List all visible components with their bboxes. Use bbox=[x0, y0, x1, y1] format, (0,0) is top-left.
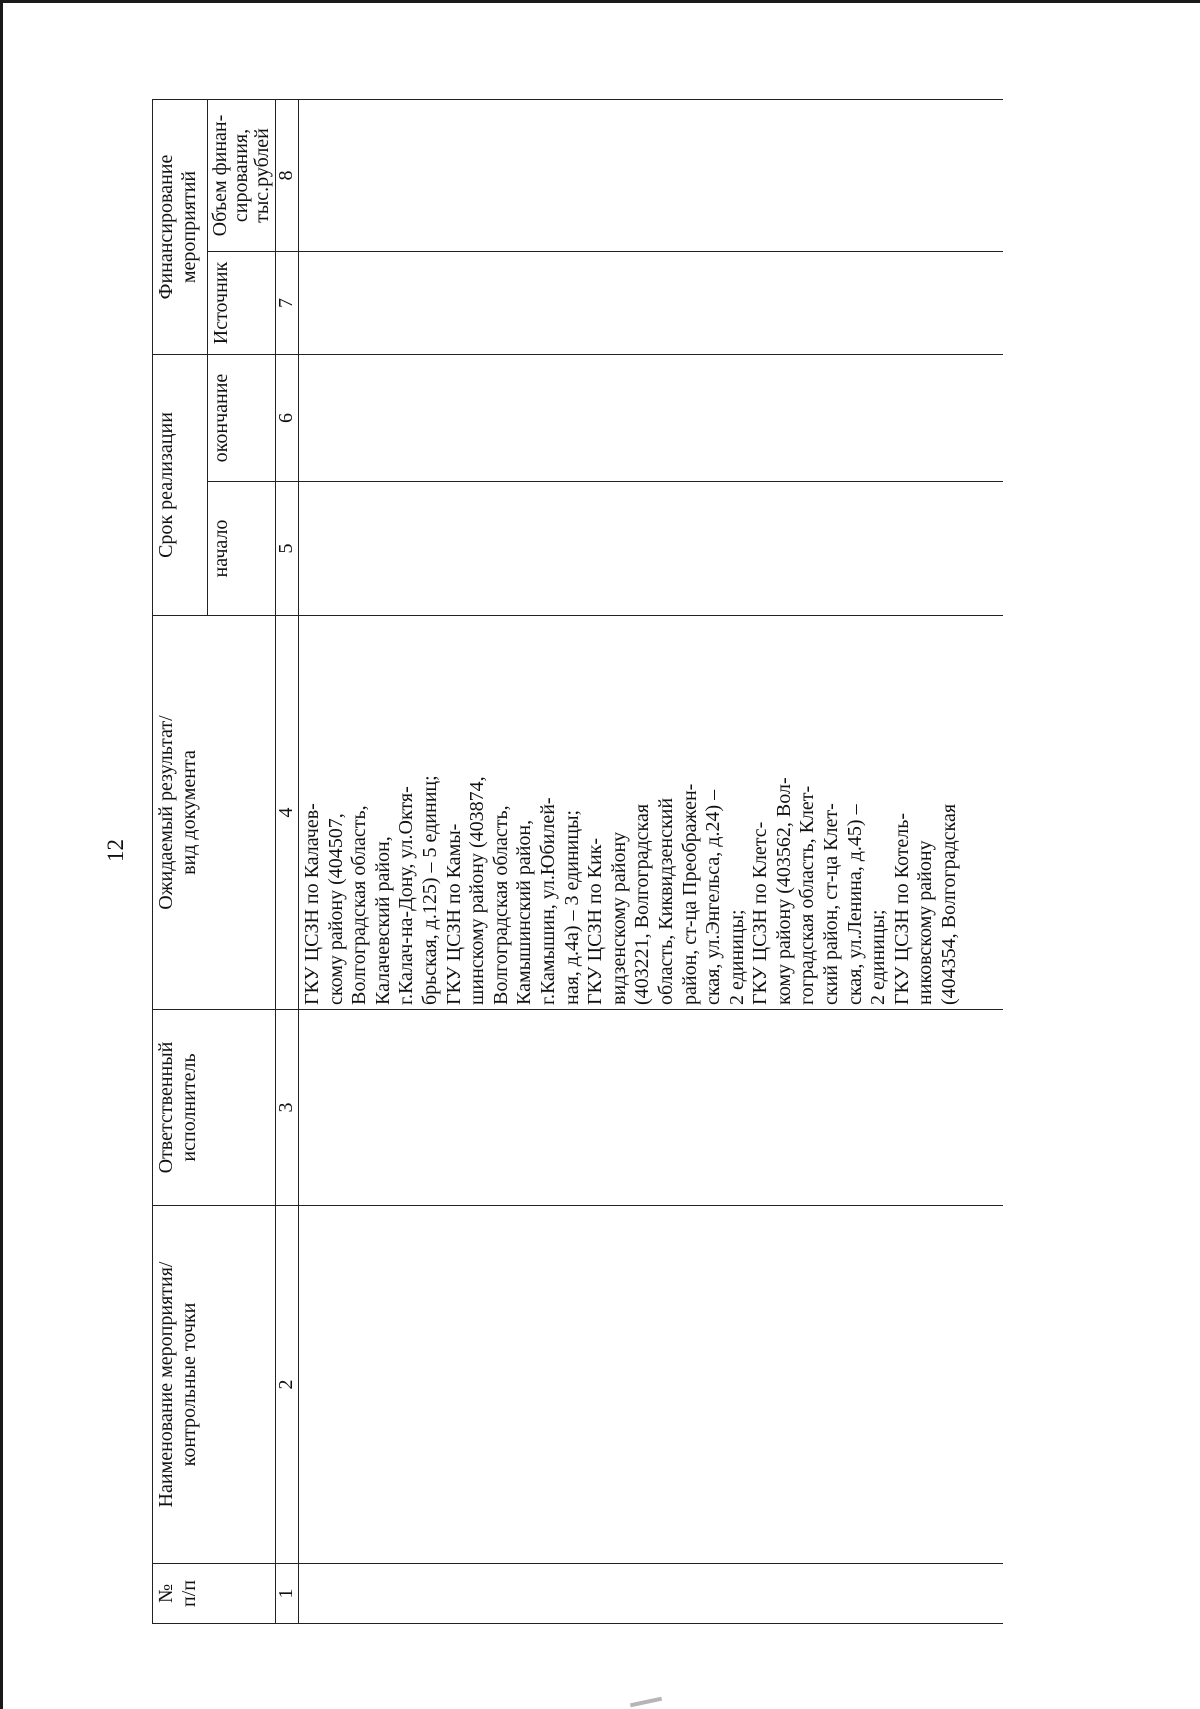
row-finance-source bbox=[299, 252, 1004, 355]
row-expected-result: ГКУ ЦСЗН по Калачев- скому району (404507, Волгоградская область, Калачевский район, г.Калач-на-Дону, ул.Октя- брьская, д.125) – 5 единиц; ГКУ ЦСЗН по Камы- шинскому району (403874, Волгоградская область, Камышинский район, г.Камышин, ул.Юбилей- ная, д.4а) – 3 единицы; ГКУ ЦСЗН по Кик- видзенскому району (403221, Волгоградская область, Киквидзенский район, ст-ца Преображен- ская, ул.Энгельса, д.24) – 2 единицы; ГКУ ЦСЗН по Клетс- кому району (403562, Вол- гоградская область, Клет- ский район, ст-ца Клет- ская, ул.Ленина, д.45) – 2 единицы; ГКУ ЦСЗН по Котель- никовскому району (404354, Волгоградская bbox=[299, 616, 1004, 1010]
row-finance-volume bbox=[299, 100, 1004, 252]
page-number: 12 bbox=[103, 839, 128, 862]
row-activity-name bbox=[299, 1206, 1004, 1564]
column-number: 7 bbox=[276, 252, 299, 355]
scan-artifact bbox=[630, 1697, 662, 1708]
header-finance-source: Источник bbox=[208, 252, 276, 355]
column-number: 6 bbox=[276, 355, 299, 482]
column-number-row bbox=[276, 100, 299, 1624]
activity-plan-table bbox=[152, 99, 1003, 1624]
table-row bbox=[299, 100, 1004, 1624]
header-number: № п/п bbox=[153, 1564, 276, 1624]
scan-edge-left bbox=[0, 0, 3, 1709]
header-finance-volume: Объем финан- сирования, тыс.рублей bbox=[208, 100, 276, 252]
header-executor: Ответственный исполнитель bbox=[153, 1010, 276, 1206]
column-number: 2 bbox=[276, 1206, 299, 1564]
row-term-end bbox=[299, 355, 1004, 482]
header-activity-name: Наименование мероприятия/ контрольные точки bbox=[153, 1206, 276, 1564]
scan-edge-top bbox=[0, 0, 1200, 3]
column-number: 1 bbox=[276, 1564, 299, 1624]
column-number: 8 bbox=[276, 100, 299, 252]
header-expected-result: Ожидаемый результат/ вид документа bbox=[153, 616, 276, 1010]
column-number: 4 bbox=[276, 616, 299, 1010]
header-term-group: Срок реализации bbox=[153, 355, 208, 616]
row-number bbox=[299, 1564, 1004, 1624]
row-executor bbox=[299, 1010, 1004, 1206]
row-term-start bbox=[299, 482, 1004, 616]
header-term-end: окончание bbox=[208, 355, 276, 482]
header-finance-group: Финансирование мероприятий bbox=[153, 100, 208, 355]
column-number: 5 bbox=[276, 482, 299, 616]
rotated-table-container bbox=[152, 100, 1100, 1624]
column-number: 3 bbox=[276, 1010, 299, 1206]
header-term-start: начало bbox=[208, 482, 276, 616]
